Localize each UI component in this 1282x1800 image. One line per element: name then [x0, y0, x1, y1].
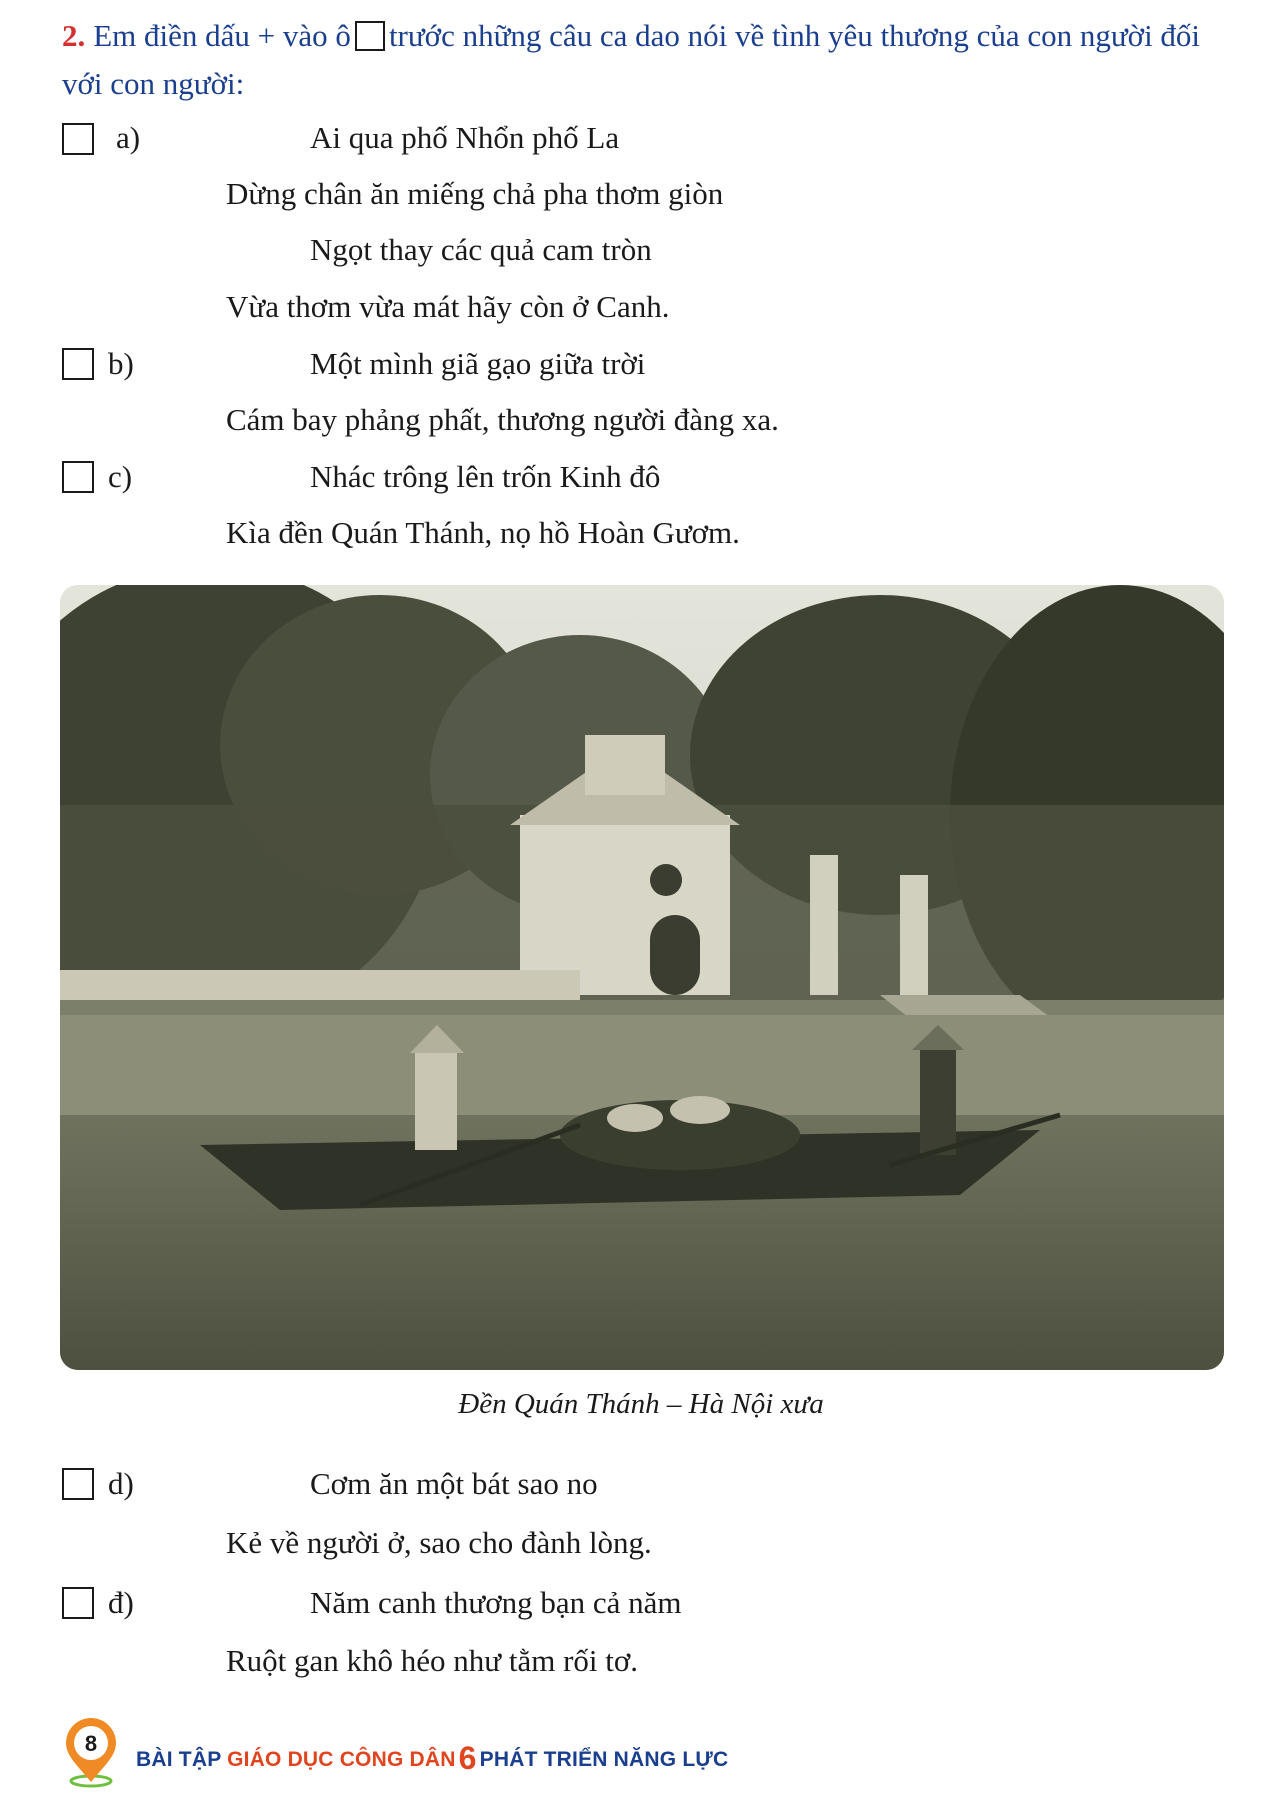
checkbox-option-a[interactable]: [62, 123, 94, 155]
page-number: 8: [84, 1731, 98, 1756]
page-footer: [60, 1718, 960, 1788]
option-c-line-1: Nhác trông lên trốn Kinh đô: [310, 459, 661, 494]
option-a-line-1: Ai qua phố Nhổn phố La: [310, 120, 620, 155]
temple-photo: [60, 585, 1224, 1370]
inline-checkbox-sample: [355, 21, 385, 51]
photo-caption: Đền Quán Thánh – Hà Nội xưa: [458, 1388, 824, 1420]
option-c-line-2: Kìa đền Quán Thánh, nọ hồ Hoàn Gươm.: [226, 515, 740, 550]
book-title-grade: 6: [458, 1740, 477, 1776]
option-d-line-2: Kẻ về người ở, sao cho đành lòng.: [226, 1525, 652, 1560]
option-a-line-3: Ngọt thay các quả cam tròn: [310, 232, 652, 267]
option-b-line-2: Cám bay phảng phất, thương người đàng xa.: [226, 402, 779, 437]
checkbox-option-d[interactable]: [62, 1468, 94, 1500]
checkbox-option-b[interactable]: [62, 348, 94, 380]
question-number: 2.: [62, 18, 86, 53]
option-a-line-4: Vừa thơm vừa mát hãy còn ở Canh.: [226, 289, 670, 324]
temple-photo-illustration: [60, 585, 1224, 1370]
option-b-line-1: Một mình giã gạo giữa trời: [310, 346, 646, 381]
question-text-before: Em điền dấu + vào ô: [93, 18, 351, 53]
book-title-subject: GIÁO DỤC CÔNG DÂN: [227, 1748, 456, 1771]
option-dd-line-1: Năm canh thương bạn cả năm: [310, 1585, 682, 1620]
option-b-label: b): [108, 346, 134, 381]
checkbox-option-c[interactable]: [62, 461, 94, 493]
option-a-label: a): [116, 120, 141, 155]
option-a-line-2: Dừng chân ăn miếng chả pha thơm giòn: [226, 176, 724, 211]
question-prompt: [62, 12, 1242, 108]
option-dd-line-2: Ruột gan khô héo như tằm rối tơ.: [226, 1643, 639, 1678]
option-dd-label: đ): [108, 1585, 134, 1620]
checkbox-option-dd[interactable]: [62, 1587, 94, 1619]
option-c-label: c): [108, 459, 133, 494]
book-title-part1: BÀI TẬP: [136, 1748, 228, 1771]
book-title: [136, 1740, 728, 1777]
question-text-after: trước những câu ca dao nói về tình yêu thương của con người đối với con người:: [62, 18, 1201, 101]
option-d-label: d): [108, 1466, 134, 1501]
option-d-line-1: Cơm ăn một bát sao no: [310, 1466, 598, 1501]
location-pin-icon: [60, 1718, 122, 1788]
book-title-part4: PHÁT TRIỂN NĂNG LỰC: [479, 1748, 729, 1771]
